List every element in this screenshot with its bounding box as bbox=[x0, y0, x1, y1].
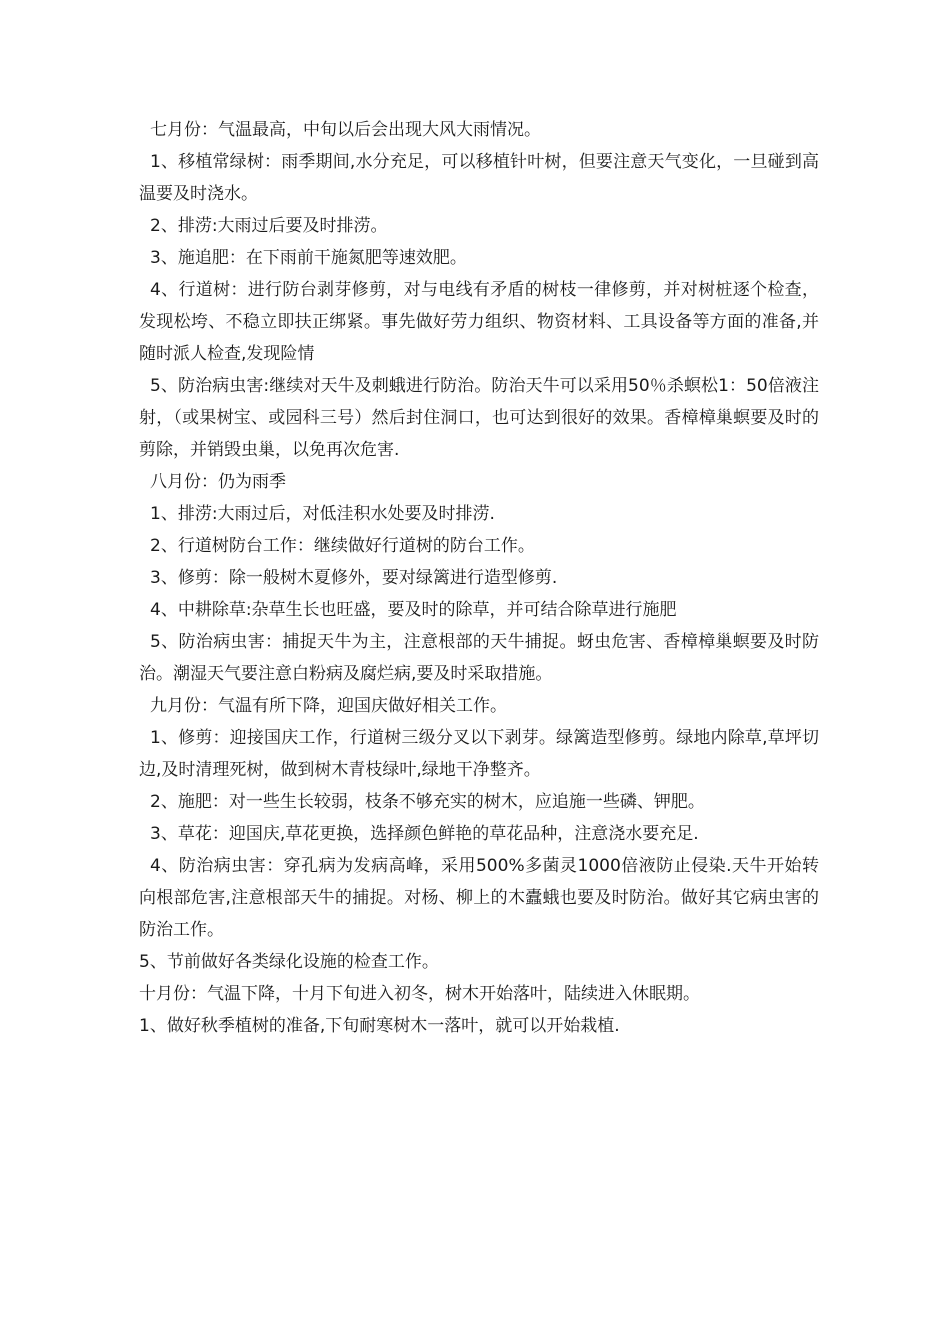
paragraph-september-item-2: 2、施肥：对一些生长较弱，枝条不够充实的树木，应追施一些磷、钾肥。 bbox=[150, 792, 705, 812]
paragraph-july-item-4: 4、行道树：进行防台剥芽修剪，对与电线有矛盾的树枝一律修剪，并对树桩逐个检查，发现松垮、不稳立即扶正绑紧。事先做好劳力组织、物资材料、工具设备等方面的准备,并随时派人检查,发现险情 bbox=[139, 280, 819, 364]
paragraph-october-item-1: 1、做好秋季植树的准备,下旬耐寒树木一落叶，就可以开始栽植. bbox=[139, 1016, 620, 1036]
paragraph-august-item-2: 2、行道树防台工作：继续做好行道树的防台工作。 bbox=[150, 536, 535, 556]
paragraph-august-item-5: 5、防治病虫害：捕捉天牛为主，注意根部的天牛捕捉。蚜虫危害、香樟樟巢螟要及时防治。潮湿天气要注意白粉病及腐烂病,要及时采取措施。 bbox=[139, 632, 819, 684]
paragraph-august-item-1: 1、排涝:大雨过后，对低洼积水处要及时排涝. bbox=[150, 504, 495, 524]
paragraph-august-item-3: 3、修剪：除一般树木夏修外，要对绿篱进行造型修剪. bbox=[150, 568, 558, 588]
document-body bbox=[139, 114, 819, 1042]
paragraph-october-heading: 十月份：气温下降，十月下旬进入初冬，树木开始落叶，陆续进入休眠期。 bbox=[139, 984, 700, 1004]
paragraph-july-item-1: 1、移植常绿树：雨季期间,水分充足，可以移植针叶树，但要注意天气变化，一旦碰到高温要及时浇水。 bbox=[139, 152, 819, 204]
paragraph-july-item-3: 3、施追肥：在下雨前干施氮肥等速效肥。 bbox=[150, 248, 467, 268]
paragraph-september-item-4: 4、防治病虫害：穿孔病为发病高峰，采用500%多菌灵1000倍液防止侵染.天牛开始转向根部危害,注意根部天牛的捕捉。对杨、柳上的木蠹蛾也要及时防治。做好其它病虫害的防治工作。 bbox=[139, 856, 819, 940]
paragraph-august-item-4: 4、中耕除草:杂草生长也旺盛，要及时的除草，并可结合除草进行施肥 bbox=[150, 600, 677, 620]
paragraph-august-heading: 八月份：仍为雨季 bbox=[150, 472, 286, 492]
paragraph-september-item-1: 1、修剪：迎接国庆工作，行道树三级分叉以下剥芽。绿篱造型修剪。绿地内除草,草坪切边,及时清理死树，做到树木青枝绿叶,绿地干净整齐。 bbox=[139, 728, 819, 780]
paragraph-july-item-2: 2、排涝:大雨过后要及时排涝。 bbox=[150, 216, 388, 236]
paragraph-july-heading: 七月份：气温最高，中旬以后会出现大风大雨情况。 bbox=[150, 120, 541, 140]
paragraph-september-item-3: 3、草花：迎国庆,草花更换，选择颜色鲜艳的草花品种，注意浇水要充足. bbox=[150, 824, 699, 844]
paragraph-september-item-5: 5、节前做好各类绿化设施的检查工作。 bbox=[139, 952, 439, 972]
paragraph-september-heading: 九月份：气温有所下降，迎国庆做好相关工作。 bbox=[150, 696, 507, 716]
paragraph-july-item-5: 5、防治病虫害:继续对天牛及刺蛾进行防治。防治天牛可以采用50％杀螟松1：50倍液注射，（或果树宝、或园科三号）然后封住洞口，也可达到很好的效果。香樟樟巢螟要及时的剪除，并销毁虫巢，以免再次危害. bbox=[139, 376, 819, 460]
